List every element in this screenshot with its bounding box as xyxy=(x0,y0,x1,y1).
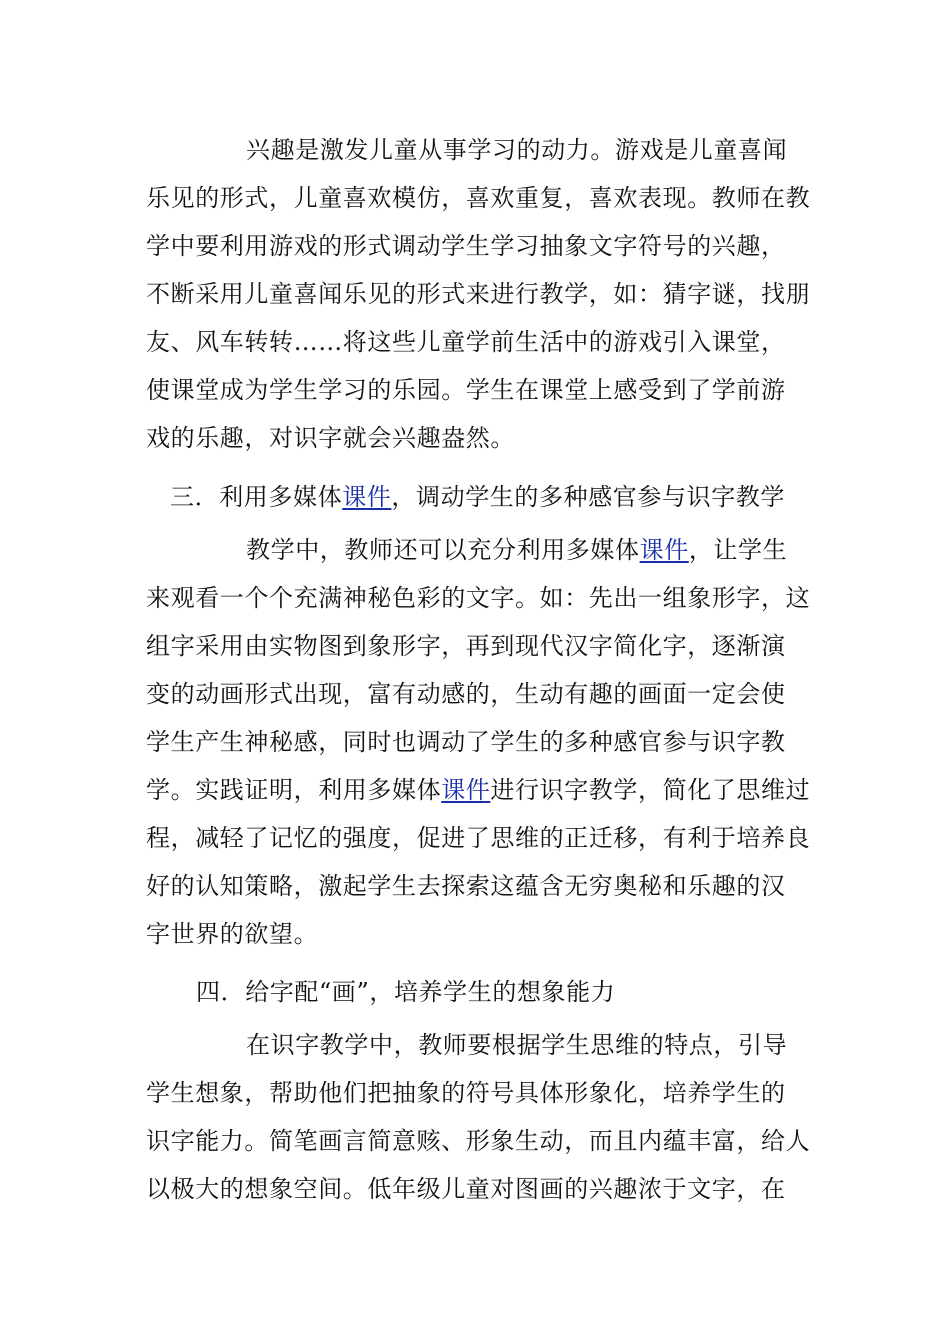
paragraph-1-line-2: 乐见的形式，儿童喜欢模仿，喜欢重复，喜欢表现。教师在教 xyxy=(146,184,811,212)
paragraph-2-line-1-text: 教学中，教师还可以充分利用多媒体 xyxy=(246,536,640,564)
paragraph-2-line-6 xyxy=(146,770,810,810)
paragraph-1-line-6: 使课堂成为学生学习的乐园。学生在课堂上感受到了学前游 xyxy=(146,376,786,404)
courseware-link[interactable]: 课件 xyxy=(342,483,392,511)
paragraph-2-line-3: 组字采用由实物图到象形字，再到现代汉字简化字，逐渐演 xyxy=(146,632,786,660)
paragraph-2-line-9: 字世界的欲望。 xyxy=(146,920,319,948)
paragraph-2-line-7: 程，减轻了记忆的强度，促进了思维的正迁移，有利于培养良 xyxy=(146,824,811,852)
paragraph-1-line-7: 戏的乐趣，对识字就会兴趣盎然。 xyxy=(146,424,515,452)
paragraph-2-line-2: 来观看一个个充满神秘色彩的文字。如：先出一组象形字，这 xyxy=(146,584,811,612)
paragraph-2-line-4: 变的动画形式出现，富有动感的，生动有趣的画面一定会使 xyxy=(146,680,786,708)
section-heading-3 xyxy=(170,477,834,517)
paragraph-3-line-4: 以极大的想象空间。低年级儿童对图画的兴趣浓于文字，在 xyxy=(146,1175,786,1203)
paragraph-1-line-5: 友、风车转转……将这些儿童学前生活中的游戏引入课堂， xyxy=(146,328,786,356)
paragraph-2-line-8: 好的认知策略，激起学生去探索这蕴含无穷奥秘和乐趣的汉 xyxy=(146,872,786,900)
paragraph-3-line-1: 在识字教学中，教师要根据学生思维的特点，引导 xyxy=(246,1031,788,1059)
courseware-link[interactable]: 课件 xyxy=(639,536,689,564)
courseware-link[interactable]: 课件 xyxy=(441,776,491,804)
paragraph-1-line-1: 兴趣是激发儿童从事学习的动力。游戏是儿童喜闻 xyxy=(246,136,788,164)
paragraph-2-line-6-text-end: 进行识字教学，简化了思维过 xyxy=(490,776,811,804)
section-heading-4: 四．给字配“画”，培养学生的想象能力 xyxy=(196,978,616,1006)
paragraph-2-line-6-text: 学。实践证明，利用多媒体 xyxy=(146,776,442,804)
paragraph-3-line-3: 识字能力。简笔画言简意赅、形象生动，而且内蕴丰富，给人 xyxy=(146,1127,811,1155)
paragraph-2-line-1-text-end: ，让学生 xyxy=(688,536,788,564)
section-heading-3-text-end: ，调动学生的多种感官参与识字教学 xyxy=(391,483,786,511)
paragraph-1-line-3: 学中要利用游戏的形式调动学生学习抽象文字符号的兴趣， xyxy=(146,232,786,260)
paragraph-2-line-5: 学生产生神秘感，同时也调动了学生的多种感官参与识字教 xyxy=(146,728,786,756)
paragraph-1-line-4: 不断采用儿童喜闻乐见的形式来进行教学，如：猜字谜，找朋 xyxy=(146,280,811,308)
paragraph-2-line-1 xyxy=(246,530,810,570)
paragraph-3-line-2: 学生想象，帮助他们把抽象的符号具体形象化，培养学生的 xyxy=(146,1079,786,1107)
section-heading-3-text: 三．利用多媒体 xyxy=(170,483,343,511)
